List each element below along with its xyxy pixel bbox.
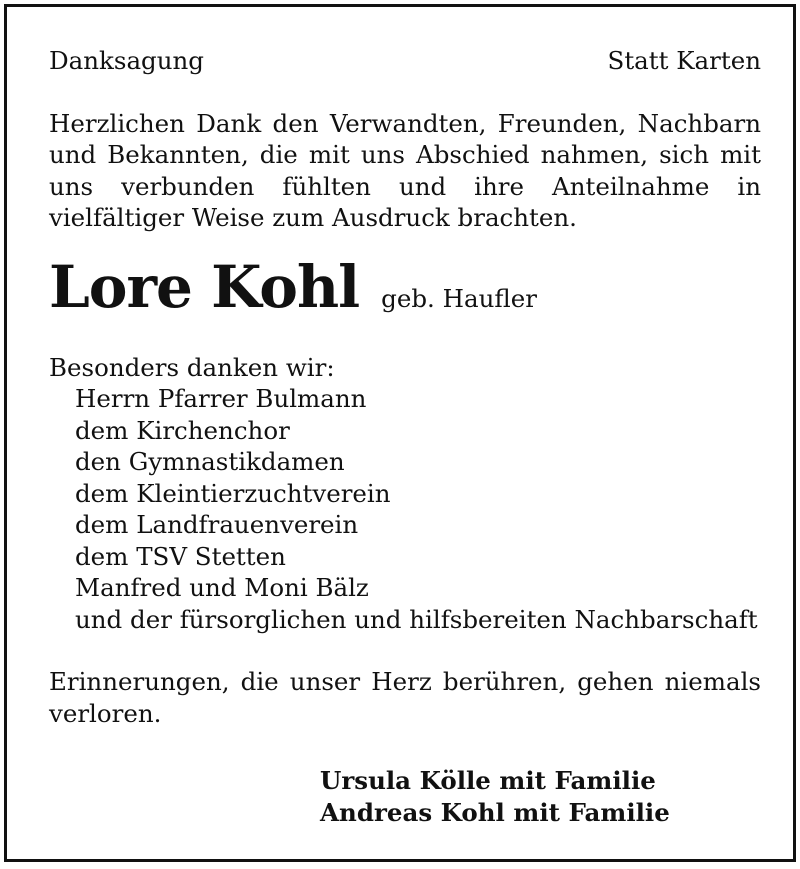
birth-name: geb. Haufler <box>381 283 537 313</box>
list-item: dem Landfrauenverein <box>75 510 359 539</box>
list-item: und der fürsorglichen und hilfsbereiten Nachbarschaft <box>75 604 758 634</box>
list-item: dem Kirchenchor <box>75 415 290 445</box>
header-row <box>49 45 761 77</box>
signatures <box>320 765 761 828</box>
list-item: dem TSV Stetten <box>75 541 286 571</box>
list-item: Herrn Pfarrer Bulmann <box>75 384 367 413</box>
notice-frame <box>4 4 796 862</box>
deceased-name: Lore Kohl <box>49 252 360 321</box>
header-title: Danksagung <box>49 46 204 75</box>
list-item: dem Kleintierzuchtverein <box>75 478 391 508</box>
notice-content <box>49 45 761 828</box>
list-item: den Gymnastikdamen <box>75 447 345 476</box>
list-item: Manfred und Moni Bälz <box>75 573 369 602</box>
thanks-paragraph: Herzlichen Dank den Verwandten, Freunden, Nachbarn und Bekannten, die mit uns Abschied nahmen, sich mit uns verbunden fühlten und ihre Anteilnahme in vielfältiger Weise zum Ausdruck brachten. <box>49 108 761 232</box>
special-thanks-label: Besonders danken wir: <box>49 352 335 382</box>
signature-line: Andreas Kohl mit Familie <box>320 797 670 827</box>
signature-line: Ursula Kölle mit Familie <box>320 766 656 795</box>
header-note: Statt Karten <box>607 46 761 75</box>
deceased-row <box>49 254 761 320</box>
quote-paragraph: Erinnerungen, die unser Herz berühren, gehen niemals verloren. <box>49 667 761 728</box>
special-thanks-list <box>49 383 761 635</box>
